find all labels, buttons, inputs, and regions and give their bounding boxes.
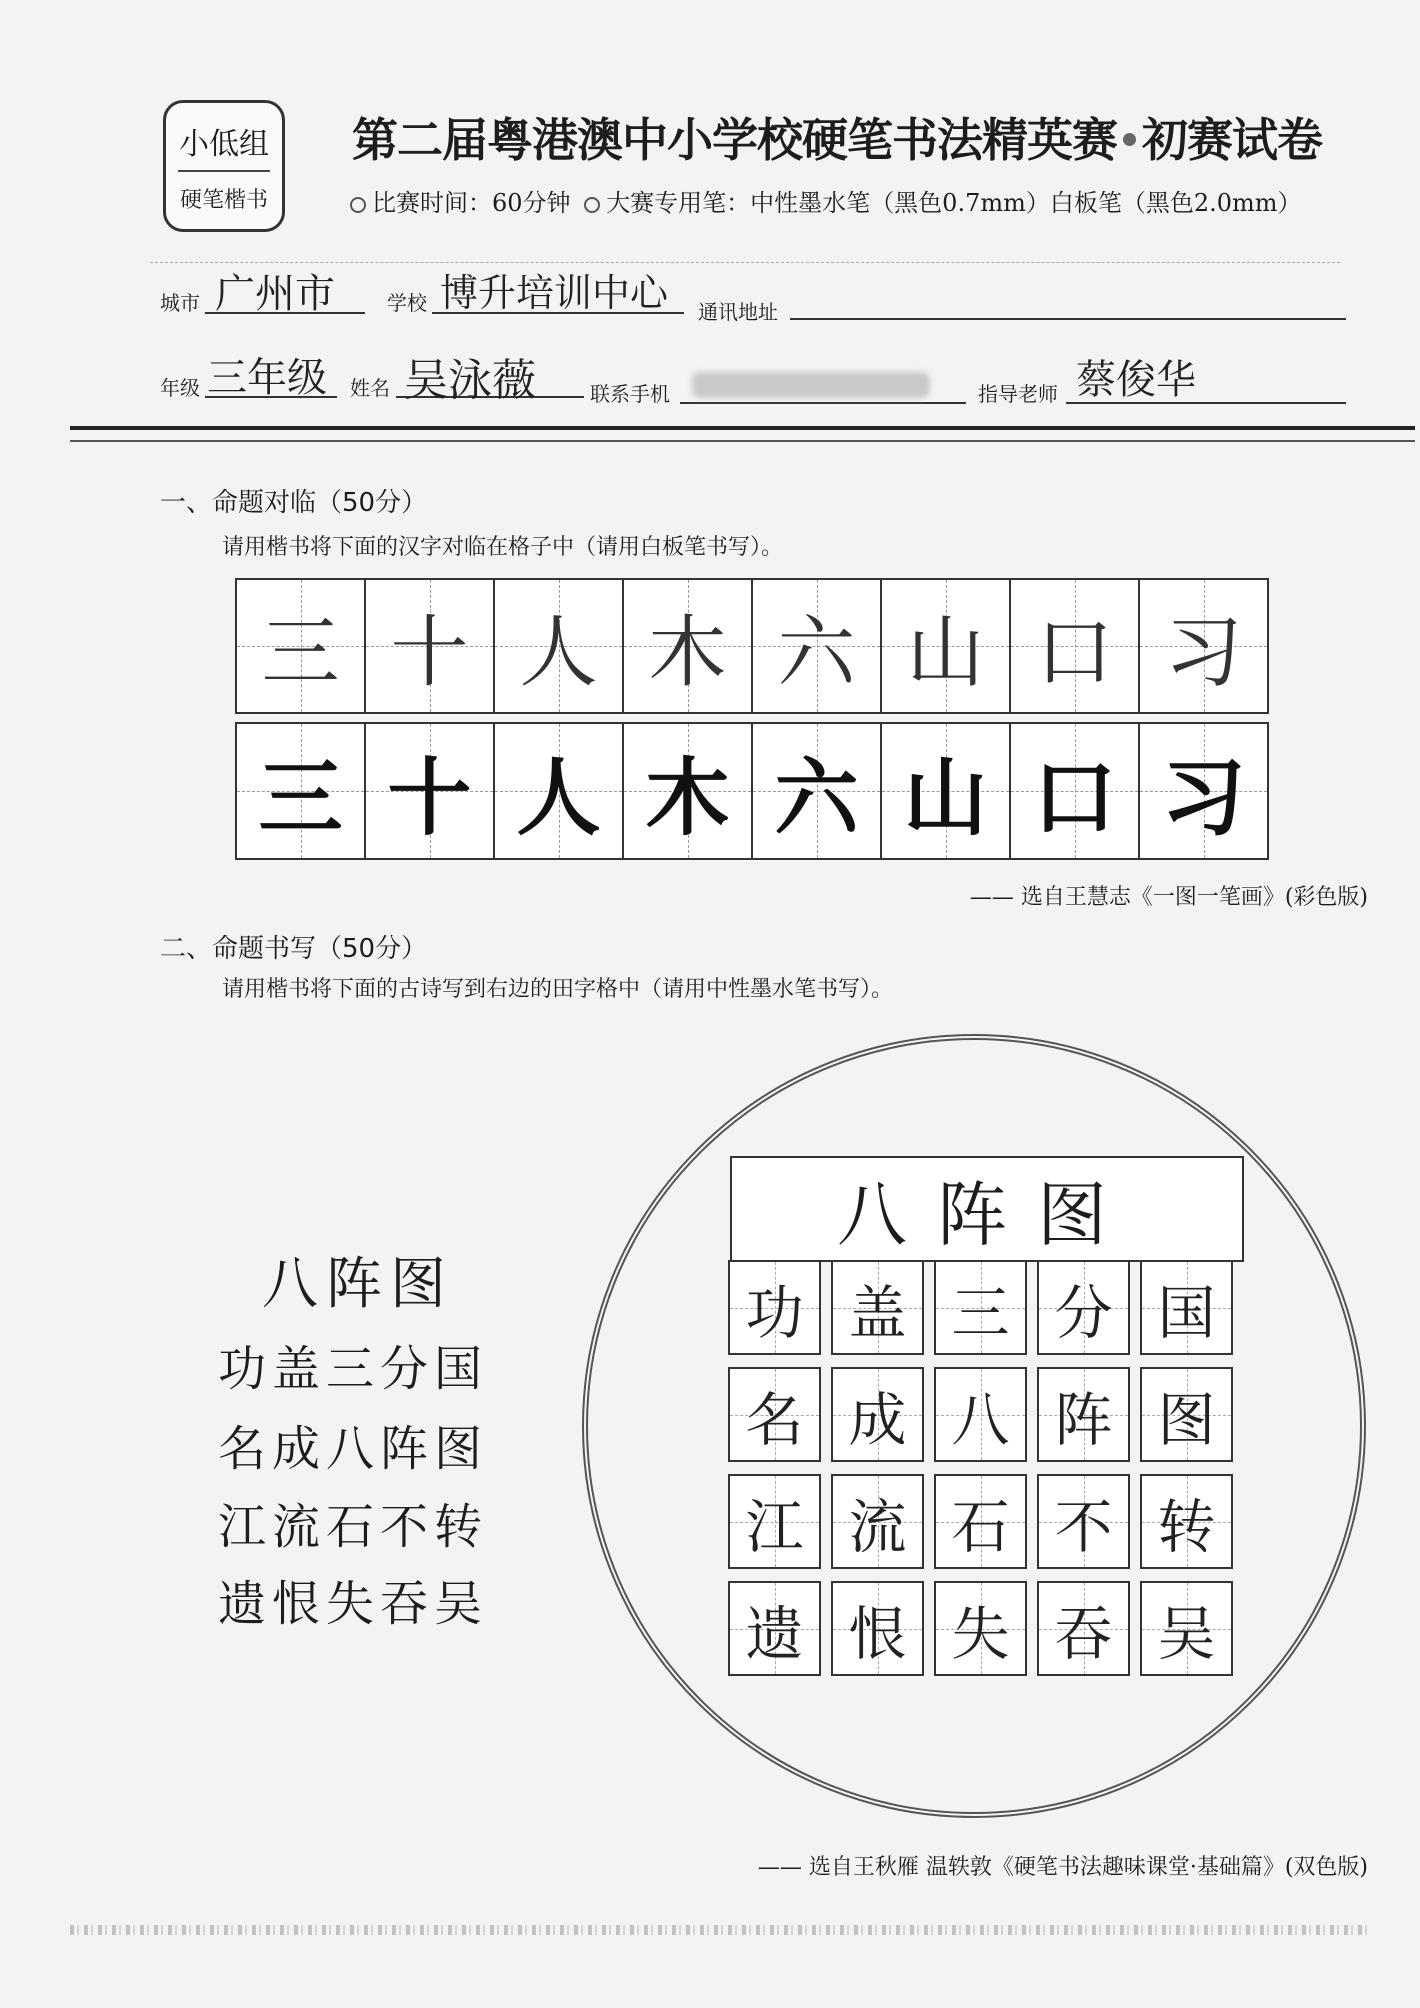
poem-line: 功盖三分国 (218, 1341, 489, 1397)
grid-cell[interactable] (831, 1581, 924, 1676)
section2-instruction: 请用楷书将下面的古诗写到右边的田字格中（请用中性墨水笔书写）。 (222, 977, 894, 1002)
written-char: 十 (390, 608, 469, 698)
grid-cell[interactable] (934, 1581, 1027, 1676)
poem-line: 名成八阵图 (218, 1421, 489, 1477)
teacher-value: 蔡俊华 (1076, 357, 1196, 403)
grid-cell[interactable] (728, 1474, 821, 1569)
teacher-label: 指导老师 (978, 382, 1058, 406)
city-value: 广州市 (215, 271, 335, 317)
grid-cell[interactable] (1140, 580, 1267, 712)
section2-source: —— 选自王秋雁 温轶敦《硬笔书法趣味课堂·基础篇》(双色版) (757, 1855, 1368, 1880)
grid-cell[interactable] (366, 580, 495, 712)
written-char: 八 (951, 1385, 1010, 1454)
written-char: 习 (1164, 608, 1243, 698)
written-char: 口 (1035, 608, 1114, 698)
teacher-field[interactable] (1066, 354, 1346, 404)
name-field[interactable] (396, 350, 584, 406)
written-char: 三 (951, 1278, 1010, 1347)
grid-cell[interactable] (1140, 1474, 1233, 1569)
written-char: 阵 (1054, 1385, 1113, 1454)
written-char: 不 (1054, 1492, 1113, 1561)
written-char: 江 (745, 1492, 804, 1561)
poem-title: 八阵图 (262, 1252, 454, 1317)
grid-cell[interactable] (1037, 1581, 1130, 1676)
written-title: 八阵图 (837, 1173, 1137, 1256)
address-field[interactable] (790, 280, 1346, 320)
grid-cell[interactable] (831, 1367, 924, 1462)
written-char: 功 (745, 1278, 804, 1347)
model-char: 口 (1032, 748, 1117, 847)
written-char: 遗 (745, 1599, 804, 1668)
written-char: 人 (519, 608, 598, 698)
divider-thick (70, 426, 1415, 430)
grade-label: 年级 (160, 376, 200, 400)
written-char: 成 (848, 1385, 907, 1454)
scan-noise-strip (70, 1925, 1370, 1935)
written-char: 失 (951, 1599, 1010, 1668)
group-sublabel: 硬笔楷书 (179, 188, 268, 213)
badge-divider (178, 170, 270, 172)
written-char: 图 (1157, 1385, 1216, 1454)
written-char: 分 (1054, 1278, 1113, 1347)
grid-cell[interactable] (237, 580, 366, 712)
divider-thin (70, 440, 1415, 442)
title-main: 第二届粤港澳中小学校硬笔书法精英赛 (352, 113, 1117, 167)
model-char: 习 (1161, 748, 1246, 847)
written-char: 三 (261, 608, 340, 698)
written-char: 名 (745, 1385, 804, 1454)
grid-cell[interactable] (1011, 580, 1140, 712)
time-info: 比赛时间：60分钟 (372, 189, 571, 217)
written-char: 盖 (848, 1278, 907, 1347)
model-char: 人 (516, 748, 601, 847)
model-cell (624, 724, 753, 858)
grid-cell[interactable] (934, 1367, 1027, 1462)
written-char: 国 (1157, 1278, 1216, 1347)
written-char: 恨 (848, 1599, 907, 1668)
blurred-phone (692, 372, 930, 398)
section1-title: 一、命题对临（50分） (160, 488, 428, 518)
school-field[interactable] (432, 266, 684, 314)
bullet-icon (350, 197, 366, 213)
copy-row-model (235, 722, 1269, 860)
written-char: 山 (906, 608, 985, 698)
model-cell (753, 724, 882, 858)
grid-cell[interactable] (728, 1581, 821, 1676)
model-cell (366, 724, 495, 858)
grid-cell[interactable] (728, 1260, 821, 1355)
grid-cell[interactable] (1140, 1260, 1233, 1355)
section1-source: —— 选自王慧志《一图一笔画》(彩色版) (969, 885, 1368, 910)
model-cell (495, 724, 624, 858)
phone-label: 联系手机 (590, 382, 670, 406)
written-char: 石 (951, 1492, 1010, 1561)
grid-cell[interactable] (1037, 1474, 1130, 1569)
section2-title: 二、命题书写（50分） (160, 934, 428, 964)
copy-row-written[interactable] (235, 578, 1269, 714)
title-sub: 初赛试卷 (1142, 113, 1322, 167)
model-cell (882, 724, 1011, 858)
written-char: 六 (777, 608, 856, 698)
written-char: 木 (648, 608, 727, 698)
grid-cell[interactable] (1140, 1367, 1233, 1462)
contest-info (350, 183, 1302, 218)
grid-cell[interactable] (1037, 1260, 1130, 1355)
tianzige-grid[interactable] (728, 1260, 1238, 1676)
written-char: 吴 (1157, 1599, 1216, 1668)
model-cell (1011, 724, 1140, 858)
written-char: 吞 (1054, 1599, 1113, 1668)
model-char: 十 (387, 748, 472, 847)
model-char: 山 (903, 748, 988, 847)
written-char: 流 (848, 1492, 907, 1561)
bullet-icon (1123, 133, 1136, 146)
grid-cell[interactable] (831, 1474, 924, 1569)
model-char: 木 (645, 748, 730, 847)
school-label: 学校 (387, 291, 427, 315)
written-title-box[interactable] (730, 1156, 1244, 1262)
section1-instruction: 请用楷书将下面的汉字对临在格子中（请用白板笔书写）。 (222, 535, 784, 560)
grid-cell[interactable] (882, 580, 1011, 712)
model-cell (237, 724, 366, 858)
model-char: 六 (774, 748, 859, 847)
address-label: 通讯地址 (698, 300, 778, 324)
poem-line: 江流石不转 (218, 1499, 489, 1555)
name-value: 吴泳薇 (404, 355, 536, 406)
grid-cell[interactable] (934, 1474, 1027, 1569)
model-char: 三 (258, 748, 343, 847)
grid-cell[interactable] (624, 580, 753, 712)
written-char: 转 (1157, 1492, 1216, 1561)
grid-cell[interactable] (753, 580, 882, 712)
grid-cell[interactable] (1140, 1581, 1233, 1676)
grid-cell[interactable] (1037, 1367, 1130, 1462)
name-label: 姓名 (350, 376, 390, 400)
grid-cell[interactable] (728, 1367, 821, 1462)
bullet-icon (584, 197, 600, 213)
grid-cell[interactable] (934, 1260, 1027, 1355)
city-field[interactable] (205, 266, 365, 317)
pen-info: 大赛专用笔：中性墨水笔（黑色0.7mm）白板笔（黑色2.0mm） (606, 189, 1302, 217)
phone-field[interactable] (680, 362, 966, 404)
grid-cell[interactable] (831, 1260, 924, 1355)
school-value: 博升培训中心 (440, 271, 669, 315)
group-badge (163, 100, 285, 232)
poem-line: 遗恨失吞吴 (218, 1576, 489, 1632)
city-label: 城市 (160, 291, 200, 315)
page-title (352, 104, 1322, 170)
group-label: 小低组 (179, 127, 269, 162)
grade-field[interactable] (205, 350, 337, 401)
model-cell (1140, 724, 1267, 858)
grade-value: 三年级 (207, 355, 327, 401)
grid-cell[interactable] (495, 580, 624, 712)
